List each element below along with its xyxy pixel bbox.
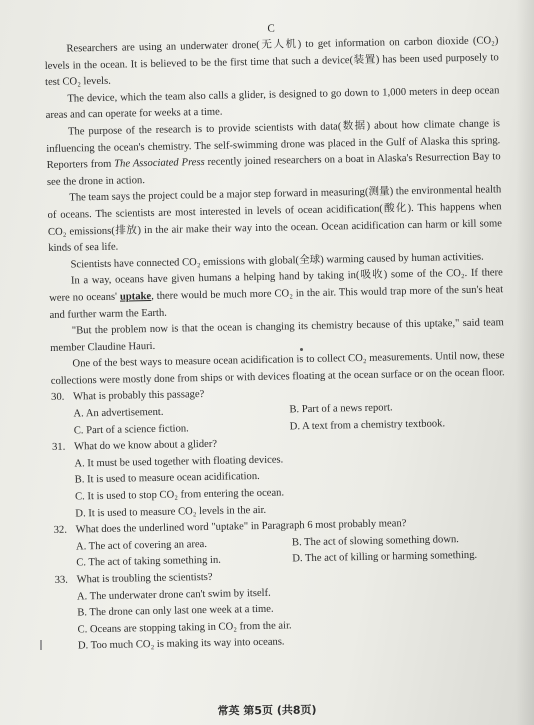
option-c: C. Oceans are stopping taking in CO₂ from the air. [77, 620, 292, 636]
underlined-word: uptake [119, 290, 152, 303]
exam-content [44, 17, 510, 656]
passage-paragraph-8: One of the best ways to measure ocean acidification is to collect CO₂ measurements. Until now, these collections were mostly done from ships or with devices floating at the ocean surface or on the ocean floor. [50, 350, 505, 387]
option-b: B. It is used to measure ocean acidification. [74, 471, 260, 486]
source-name: The Associated Press [114, 157, 205, 170]
question-number: 33. [54, 574, 68, 586]
option-b: B. The act of slowing something down. [291, 533, 459, 549]
passage-paragraph-7: "But the problem now is that the ocean is changing its chemistry because of this uptake," said team member Claudine Hauri. [50, 317, 504, 354]
question-33 [55, 564, 511, 656]
question-stem: What do we know about a glider? [73, 439, 218, 453]
option-a: A. An advertisement. [73, 406, 164, 420]
passage-paragraph-4: The team says the project could be a major step forward in measuring(测量) the environmental health of oceans. The scientists are most interested in levels of ocean acidification(酸化). This happens when CO₂ emissions(排放) in the air make their way into the ocean. Ocean acidification can harm or kill some kinds of sea life. [47, 184, 502, 255]
reading-passage [44, 33, 505, 390]
option-a: A. The act of covering an area. [75, 538, 208, 553]
passage-paragraph-3: The purpose of the research is to provide scientists with data(数据) about how climate change is influencing the ocean's chemistry. The self-swimming drone was placed in the Gulf of Alaska this spring. Reporters from The Associated Press recently joined researchers on a boat in Alaska's Resurrection Bay to see the drone in action. [46, 118, 501, 188]
page-crease-shadow [516, 0, 534, 725]
option-a: A. It must be used together with floating devices. [74, 454, 284, 470]
question-30 [51, 382, 506, 440]
question-number: 30. [51, 392, 65, 404]
question-32 [54, 514, 509, 572]
option-d: D. It is used to measure CO₂ levels in the air. [75, 504, 267, 520]
passage-paragraph-5: Scientists have connected CO₂ emissions with global(全球) warming caused by human activities. [70, 251, 484, 271]
question-stem: What does the underlined word "uptake" in Paragraph 6 most probably mean? [75, 518, 407, 536]
question-stem: What is probably this passage? [73, 389, 205, 403]
passage-paragraph-1: Researchers are using an underwater drone(无人机) to get information on carbon dioxide (CO₂) levels in the ocean. It is believed to be the first time that such a device(装置) has been used purposely to test CO₂ levels. [44, 35, 499, 89]
option-d: D. Too much CO₂ is making its way into oceans. [77, 636, 285, 652]
option-b: B. The drone can only last one week at a time. [77, 603, 274, 619]
passage-paragraph-6: In a way, oceans have given humans a helping hand by taking in(吸收) some of the CO₂. If there were no oceans' uptake, there would be much more CO₂ in the air. This would trap more of the sun's heat and further warm the Earth. [49, 267, 504, 321]
option-d: D. A text from a chemistry textbook. [289, 418, 446, 433]
option-a: A. The underwater drone can't swim by itself. [76, 587, 271, 603]
option-c: C. Part of a science fiction. [73, 422, 189, 437]
pencil-mark [40, 640, 42, 650]
passage-paragraph-2: The device, which the team also calls a glider, is designed to go down to 1,000 meters in deep ocean areas and can operate for weeks at a time. [45, 85, 500, 122]
question-number: 32. [53, 524, 68, 537]
question-31 [52, 431, 508, 523]
option-c: C. The act of taking something in. [76, 555, 221, 569]
section-letter: C [267, 22, 275, 35]
question-stem: What is troubling the scientists? [76, 571, 213, 586]
option-d: D. The act of killing or harming something. [292, 550, 478, 565]
option-b: B. Part of a news report. [289, 402, 393, 416]
option-c: C. It is used to stop CO₂ from entering the ocean. [74, 487, 285, 503]
question-number: 31. [51, 441, 66, 454]
page-footer: 常英 第5页 (共8页) [217, 703, 317, 718]
